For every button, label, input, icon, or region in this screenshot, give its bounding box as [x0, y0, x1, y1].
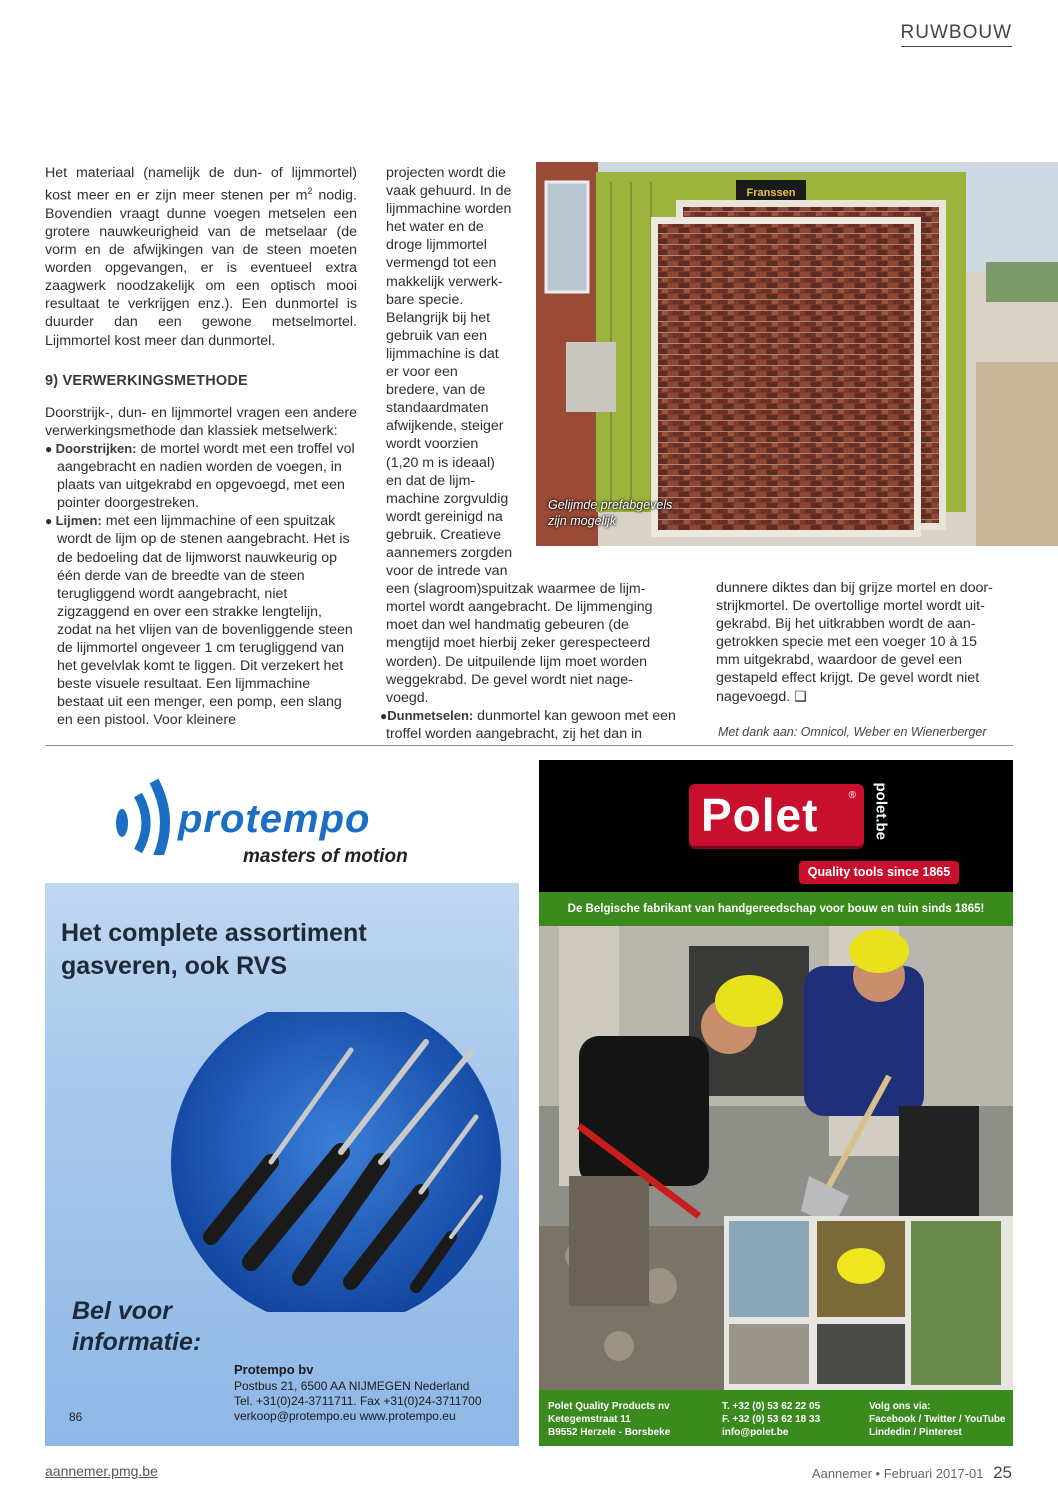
ad-code: 86: [69, 1410, 83, 1424]
contact-email[interactable]: info@polet.be: [722, 1427, 789, 1438]
col2-line: droge lijmmortel: [386, 237, 487, 254]
col2-line: bredere, van de: [386, 382, 486, 399]
col2-line: afwijkende, steiger: [386, 418, 504, 435]
ad-polet[interactable]: [539, 760, 1013, 1446]
issue-date: Februari 2017-01: [883, 1466, 984, 1481]
article-photo-prefab-facades: [536, 162, 1058, 546]
protempo-cta: [72, 1296, 201, 1358]
col2-line: worden). De uitpuilende lijm moet worden: [386, 653, 648, 670]
col3-last-line: [716, 688, 1016, 706]
col3-line: strijkmortel. De overtollige mortel wordt uit-: [716, 598, 985, 615]
bullet-term: Doorstrijken:: [55, 440, 137, 456]
col2-line: vaak gehuurd. In de: [386, 183, 512, 200]
divider: [45, 745, 1013, 746]
col2-line: voegd.: [386, 689, 429, 706]
col2-line: vermengd tot een: [386, 255, 497, 272]
address-line: Ketegemstraat 11: [548, 1414, 631, 1425]
cta-line-2: informatie:: [72, 1328, 202, 1356]
col2-line: wordt voorzien: [386, 436, 479, 453]
col2-line: een (slagroom)spuitzak waarmee de lijm-: [386, 581, 646, 598]
section-heading: 9) VERWERKINGSMETHODE: [45, 372, 248, 389]
col2-line: makkelijk verwerk-: [386, 273, 503, 290]
social-line: Volg ons via:: [869, 1401, 931, 1412]
polet-logo: [689, 784, 864, 846]
protempo-brand: protempo: [178, 797, 371, 841]
protempo-tagline: masters of motion: [243, 846, 408, 867]
col3-line: dunnere diktes dan bij grijze mortel en door-: [716, 580, 993, 596]
polet-banner: De Belgische fabrikant van handgereedschap voor bouw en tuin sinds 1865!: [539, 892, 1013, 926]
polet-footer: [539, 1390, 1013, 1446]
bullet-text: met een lijmmachine of een spuitzak wordt de lijm op de stenen aangebracht. Het is de bedoeling dat de lijmworst nauwkeurig op één derde van de breedte van de steen terugliggend wordt aangebracht, niet zigzaggend en over een strakke lengtelijn, zodat na het vlijen van de bovenliggende steen de lijmmortel ongeveer 1 cm terugliggend van het gevelvlak komt te liggen. Dit verzekert het beste visuele resultaat. Een lijmmachine bestaat uit een menger, een pomp, een slang en een pistool. Voor kleinere: [57, 513, 353, 729]
superscript-2: 2: [307, 186, 313, 197]
col2-line: moet dan wel handmatig gebeuren (de: [386, 617, 629, 634]
bullet-text: dunmortel kan gewoon met een: [473, 707, 676, 724]
section-label: RUWBOUW: [901, 22, 1012, 47]
protempo-phone: Tel. +31(0)24-3711711. Fax +31(0)24-3711700: [234, 1394, 482, 1408]
col3-line: mm uitgekrabd, waardoor de gevel een: [716, 652, 963, 669]
caption-line-1: Gelijmde prefabgevels: [548, 498, 673, 512]
address-line: Polet Quality Products nv: [548, 1401, 670, 1412]
col2-line: lijmmachine is dat: [386, 345, 499, 362]
protempo-company: Protempo bv: [234, 1362, 314, 1377]
col2-line: machine zorgvuldig: [386, 490, 509, 507]
photo-illustration: [536, 162, 1058, 546]
registered-mark: ®: [848, 790, 856, 801]
col2-line: projecten wordt die: [386, 165, 506, 181]
bullet-term: Dunmetselen:: [387, 707, 474, 723]
footer-issue-info: [812, 1463, 1012, 1483]
col3-last-text: nagevoegd.: [716, 688, 791, 705]
col3-line: getrokken specie met een voeger 10 à 15: [716, 634, 978, 651]
col3-line: gekrabd. Bij het uitkrabben wordt de aan-: [716, 616, 976, 633]
contact-line: F. +32 (0) 53 62 18 33: [722, 1414, 821, 1425]
polet-site-vertical: polet.be: [872, 782, 890, 841]
col2-line: en dat de lijm-: [386, 472, 476, 489]
headline-line-2: gasveren, ook RVS: [61, 952, 288, 980]
col2-line: mortel wordt aangebracht. De lijmmenging: [386, 599, 653, 616]
photo-caption: [548, 497, 672, 529]
social-links[interactable]: Facebook / Twitter / YouTube: [869, 1414, 1006, 1425]
page-number: 25: [993, 1463, 1012, 1482]
paragraph-1: [45, 164, 357, 350]
col2-line: het water en de: [386, 219, 484, 236]
col2-line: voor de intrede van: [386, 563, 508, 580]
col2-line: gebruik van een: [386, 327, 487, 344]
magazine-name: Aannemer: [811, 1466, 872, 1481]
footer-website-link[interactable]: aannemer.pmg.be: [45, 1463, 158, 1479]
ad-protempo[interactable]: [45, 760, 519, 1446]
caption-line-2: zijn mogelijk: [548, 514, 617, 528]
polet-social: [869, 1400, 1006, 1439]
end-of-article-mark: ❑: [794, 688, 807, 705]
bullet-lijmen: ● Lijmen: met een lijmmachine of een spuitzak wordt de lijm op de stenen aangebracht. Het is de bedoeling dat de lijmworst nauwkeurig op één derde van de breedte van de steen terugliggend wordt aangebracht, niet zigzaggend en over een strakke lengtelijn, zodat na het vlijen van de bovenliggende steen de lijmmortel ongeveer 1 cm terugliggend van het gevelvlak komt te liggen. Dit verzekert het beste visuele resultaat. Een lijmmachine bestaat uit een menger, een pomp, een slang en een pistool. Voor kleinere: [45, 513, 353, 729]
col2-line: standaardmaten: [386, 400, 489, 417]
paragraph-2: Doorstrijk-, dun- en lijmmortel vragen een andere verwerkingsmethode dan klassiek metselwerk:: [45, 404, 357, 439]
polet-site-vertical-wrap: [870, 780, 892, 860]
polet-contact: [722, 1400, 820, 1439]
col2-line: gebruik. Creatieve: [386, 526, 502, 543]
col2-line: (1,20 m is ideaal): [386, 454, 495, 471]
col2-line: weggekrabd. De gevel wordt niet nage-: [386, 671, 633, 688]
polet-workers-photo: [539, 926, 1013, 1390]
paragraph-1-text-a: Het materiaal (namelijk de dun- of lijmmortel) kost meer en er zijn meer stenen per m: [45, 165, 357, 204]
col2-line: Belangrijk bij het: [386, 309, 491, 326]
article-column-3: [716, 579, 1016, 706]
cta-line-1: Bel voor: [72, 1297, 173, 1325]
col2-line: bare specie.: [386, 291, 464, 308]
gas-springs-image: [171, 1012, 501, 1312]
address-line: B9552 Herzele - Borsbeke: [548, 1427, 671, 1438]
polet-badge: Quality tools since 1865: [799, 861, 959, 884]
bullet-doorstrijken: ● Doorstrijken: de mortel wordt met een troffel vol aangebracht en nadien worden de voegen, in plaats van uitgekrabd en opgevoegd, met een pointer doorgestreken.: [45, 440, 355, 512]
contact-line: T. +32 (0) 53 62 22 05: [722, 1401, 821, 1412]
col2-line: wordt gereinigd na: [386, 508, 503, 525]
bullet-text: de mortel wordt met een troffel vol aangebracht en nadien worden de voegen, in plaats van uitgekrabd en opgevoegd, met een pointer doorgestreken.: [57, 440, 355, 512]
protempo-headline: [61, 917, 367, 983]
col3-line: gestapeld effect krijgt. De gevel wordt niet: [716, 670, 980, 687]
paragraph-1-text-b: nodig. Bovendien vraagt dunne voegen metselen een grotere nauwkeurigheid van de metselaar (de vorm en de afwijkingen van de steen moeten worden opgevangen, er is eventueel extra zaagwerk noodzakelijk om een optisch mooi resultaat te verkrijgen enz.). Een dunmortel is duurder dan een gewone metselmortel. Lijmmortel kost meer dan dunmortel.: [45, 187, 357, 349]
social-links[interactable]: Lindedin / Pinterest: [869, 1427, 962, 1438]
col2-line: aannemers zorgden: [386, 544, 513, 561]
polet-address: [548, 1400, 670, 1439]
headline-line-1: Het complete assortiment: [61, 919, 367, 947]
col2-line: lijmmachine worden: [386, 201, 512, 218]
footer-separator: •: [875, 1466, 881, 1481]
acknowledgement: Met dank aan: Omnicol, Weber en Wienerberger: [718, 725, 987, 739]
bullet-term: Lijmen:: [55, 513, 102, 529]
col2-line: er voor een: [386, 364, 458, 381]
col2-line: troffel worden aangebracht, zij het dan in: [386, 725, 643, 742]
polet-brand: Polet: [701, 789, 819, 841]
article-column-1: [45, 164, 357, 729]
protempo-contact: [234, 1362, 482, 1424]
bullet-dunmetselen: ●Dunmetselen: dunmortel kan gewoon met een: [380, 707, 676, 724]
col2-line: mengtijd moet hierbij zeker gerespecteerd: [386, 635, 651, 652]
protempo-address: Postbus 21, 6500 AA NIJMEGEN Nederland: [234, 1379, 470, 1393]
protempo-web[interactable]: verkoop@protempo.eu www.protempo.eu: [234, 1409, 456, 1423]
container-sign: Franssen: [746, 187, 796, 199]
